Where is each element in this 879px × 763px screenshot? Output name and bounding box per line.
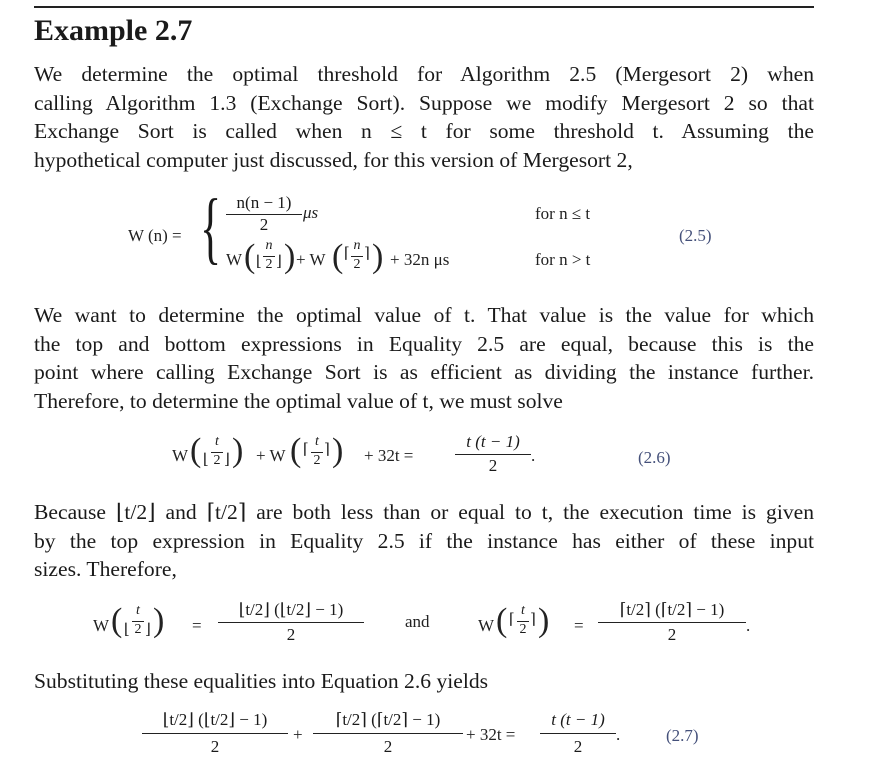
eq-left-w: W <box>93 616 110 635</box>
floor-left: ⌊ <box>203 452 209 468</box>
and-word: and <box>405 612 430 631</box>
text-line: We want to determine the optimal value of t. That value is the value for which <box>34 303 814 327</box>
eq-left-t: t <box>136 603 140 618</box>
eq-right-equals: = <box>574 616 584 635</box>
paren-close: ) <box>153 602 165 639</box>
eq-left-two: 2 <box>134 622 142 637</box>
eq-right-t: t <box>521 603 525 618</box>
eq27-f2-denominator: 2 <box>383 737 393 756</box>
eq25-case2-w1: W <box>226 250 243 269</box>
ceil-left: ⌈ <box>509 612 515 628</box>
fraction-bar <box>598 622 746 623</box>
eq26-t1: t <box>215 434 219 449</box>
text-line: Exchange Sort is called when n ≤ t for some threshold t. Assuming the <box>34 119 814 143</box>
text-line: Therefore, to determine the optimal value of t, we must solve <box>34 388 563 413</box>
eq26-period: . <box>531 446 536 465</box>
eq27-rhs-denominator: 2 <box>573 737 583 756</box>
ceil-left: ⌈ <box>303 442 309 458</box>
text-line: hypothetical computer just discussed, for this version of Mergesort 2, <box>34 147 633 172</box>
eq-right-numerator: ⌈t/2⌉ (⌈t/2⌉ − 1) <box>619 600 725 619</box>
eq27-plus2: + 32t = <box>466 725 516 744</box>
eq25-case2-w2: + W <box>296 250 326 269</box>
fraction-bar <box>313 733 463 734</box>
eq25-two1: 2 <box>265 257 273 272</box>
text-line: the top and bottom expressions in Equality 2.5 are equal, because this is the <box>34 331 814 356</box>
eq-right-denominator: 2 <box>667 625 677 644</box>
equation-number: (2.6) <box>638 448 671 467</box>
eq25-case1-denominator: 2 <box>259 215 269 234</box>
fraction-bar <box>142 733 288 734</box>
paren-open: ( <box>496 602 508 639</box>
eq-right-w: W <box>478 616 495 635</box>
floor-right: ⌋ <box>224 452 230 468</box>
paren-close: ) <box>332 432 344 469</box>
eq25-n1: n <box>265 238 273 253</box>
paren-close: ) <box>372 238 384 275</box>
fraction-bar <box>540 733 616 734</box>
eq27-f1-numerator: ⌊t/2⌋ (⌊t/2⌋ − 1) <box>162 710 268 729</box>
eq26-rhs-numerator: t (t − 1) <box>466 432 520 451</box>
fraction-bar <box>455 454 531 455</box>
eq26-rhs-denominator: 2 <box>488 456 498 475</box>
text-line: by the top expression in Equality 2.5 if the instance has either of these input <box>34 528 814 553</box>
eq26-t2: t <box>315 434 319 449</box>
text-line: sizes. Therefore, <box>34 557 177 581</box>
paragraph-because <box>34 498 814 584</box>
fraction-bar <box>218 622 364 623</box>
left-brace: { <box>200 184 222 272</box>
eq27-f1-denominator: 2 <box>210 737 220 756</box>
floor-left: ⌊ <box>124 622 130 638</box>
ceil-right: ⌉ <box>530 612 536 628</box>
paren-open: ( <box>111 602 123 639</box>
eq27-rhs-numerator: t (t − 1) <box>551 710 605 729</box>
paren-open: ( <box>244 238 256 275</box>
eq-left-numerator: ⌊t/2⌋ (⌊t/2⌋ − 1) <box>238 600 344 619</box>
ceil-right: ⌉ <box>364 246 370 262</box>
paren-close: ) <box>232 432 244 469</box>
eq26-w2: + W <box>256 446 286 465</box>
ceil-right: ⌉ <box>324 442 330 458</box>
eq-right-period: . <box>746 616 751 635</box>
paren-close: ) <box>284 238 296 275</box>
eq-left-denominator: 2 <box>286 625 296 644</box>
eq26-two1: 2 <box>213 453 221 468</box>
equation-number: (2.5) <box>679 226 712 245</box>
text-line: Because ⌊t/2⌋ and ⌈t/2⌉ are both less than or equal to t, the execution time is given <box>34 500 814 524</box>
eq25-case2-expr: + 32n μs <box>390 250 450 269</box>
paragraph-substituting <box>34 667 814 696</box>
ceil-left: ⌈ <box>344 246 350 262</box>
paren-open: ( <box>190 432 202 469</box>
paren-open: ( <box>290 432 302 469</box>
text-line: Substituting these equalities into Equation 2.6 yields <box>34 669 489 693</box>
eq25-case2-condition: for n > t <box>535 250 591 269</box>
floor-left: ⌊ <box>256 254 262 270</box>
equation-number: (2.7) <box>666 726 699 745</box>
floor-right: ⌋ <box>145 622 151 638</box>
eq27-f2-numerator: ⌈t/2⌉ (⌈t/2⌉ − 1) <box>335 710 441 729</box>
text-line: calling Algorithm 1.3 (Exchange Sort). Suppose we modify Mergesort 2 so that <box>34 90 814 115</box>
top-rule <box>34 6 814 8</box>
eq-right-two: 2 <box>519 622 527 637</box>
eq26-w1: W <box>172 446 189 465</box>
eq27-period: . <box>616 725 621 744</box>
paren-open: ( <box>332 238 344 275</box>
text-line: We determine the optimal threshold for Algorithm 2.5 (Mergesort 2) when <box>34 62 814 86</box>
eq27-plus1: + <box>293 725 303 744</box>
eq25-case1-unit: μs <box>303 203 319 222</box>
eq26-two2: 2 <box>313 453 321 468</box>
text-line: point where calling Exchange Sort is as efficient as dividing the instance further. <box>34 360 814 384</box>
floor-right: ⌋ <box>276 254 282 270</box>
eq26-plus: + 32t = <box>364 446 414 465</box>
eq25-lhs: W (n) = <box>128 226 182 245</box>
paren-close: ) <box>538 602 550 639</box>
eq25-two2: 2 <box>353 257 361 272</box>
eq-left-equals: = <box>192 616 202 635</box>
example-title: Example 2.7 <box>34 14 193 47</box>
eq25-case1-numerator: n(n − 1) <box>236 193 292 212</box>
eq25-case1-condition: for n ≤ t <box>535 204 591 223</box>
paragraph-intro <box>34 60 814 174</box>
paragraph-optimal-value <box>34 301 814 415</box>
eq25-n2: n <box>353 238 361 253</box>
